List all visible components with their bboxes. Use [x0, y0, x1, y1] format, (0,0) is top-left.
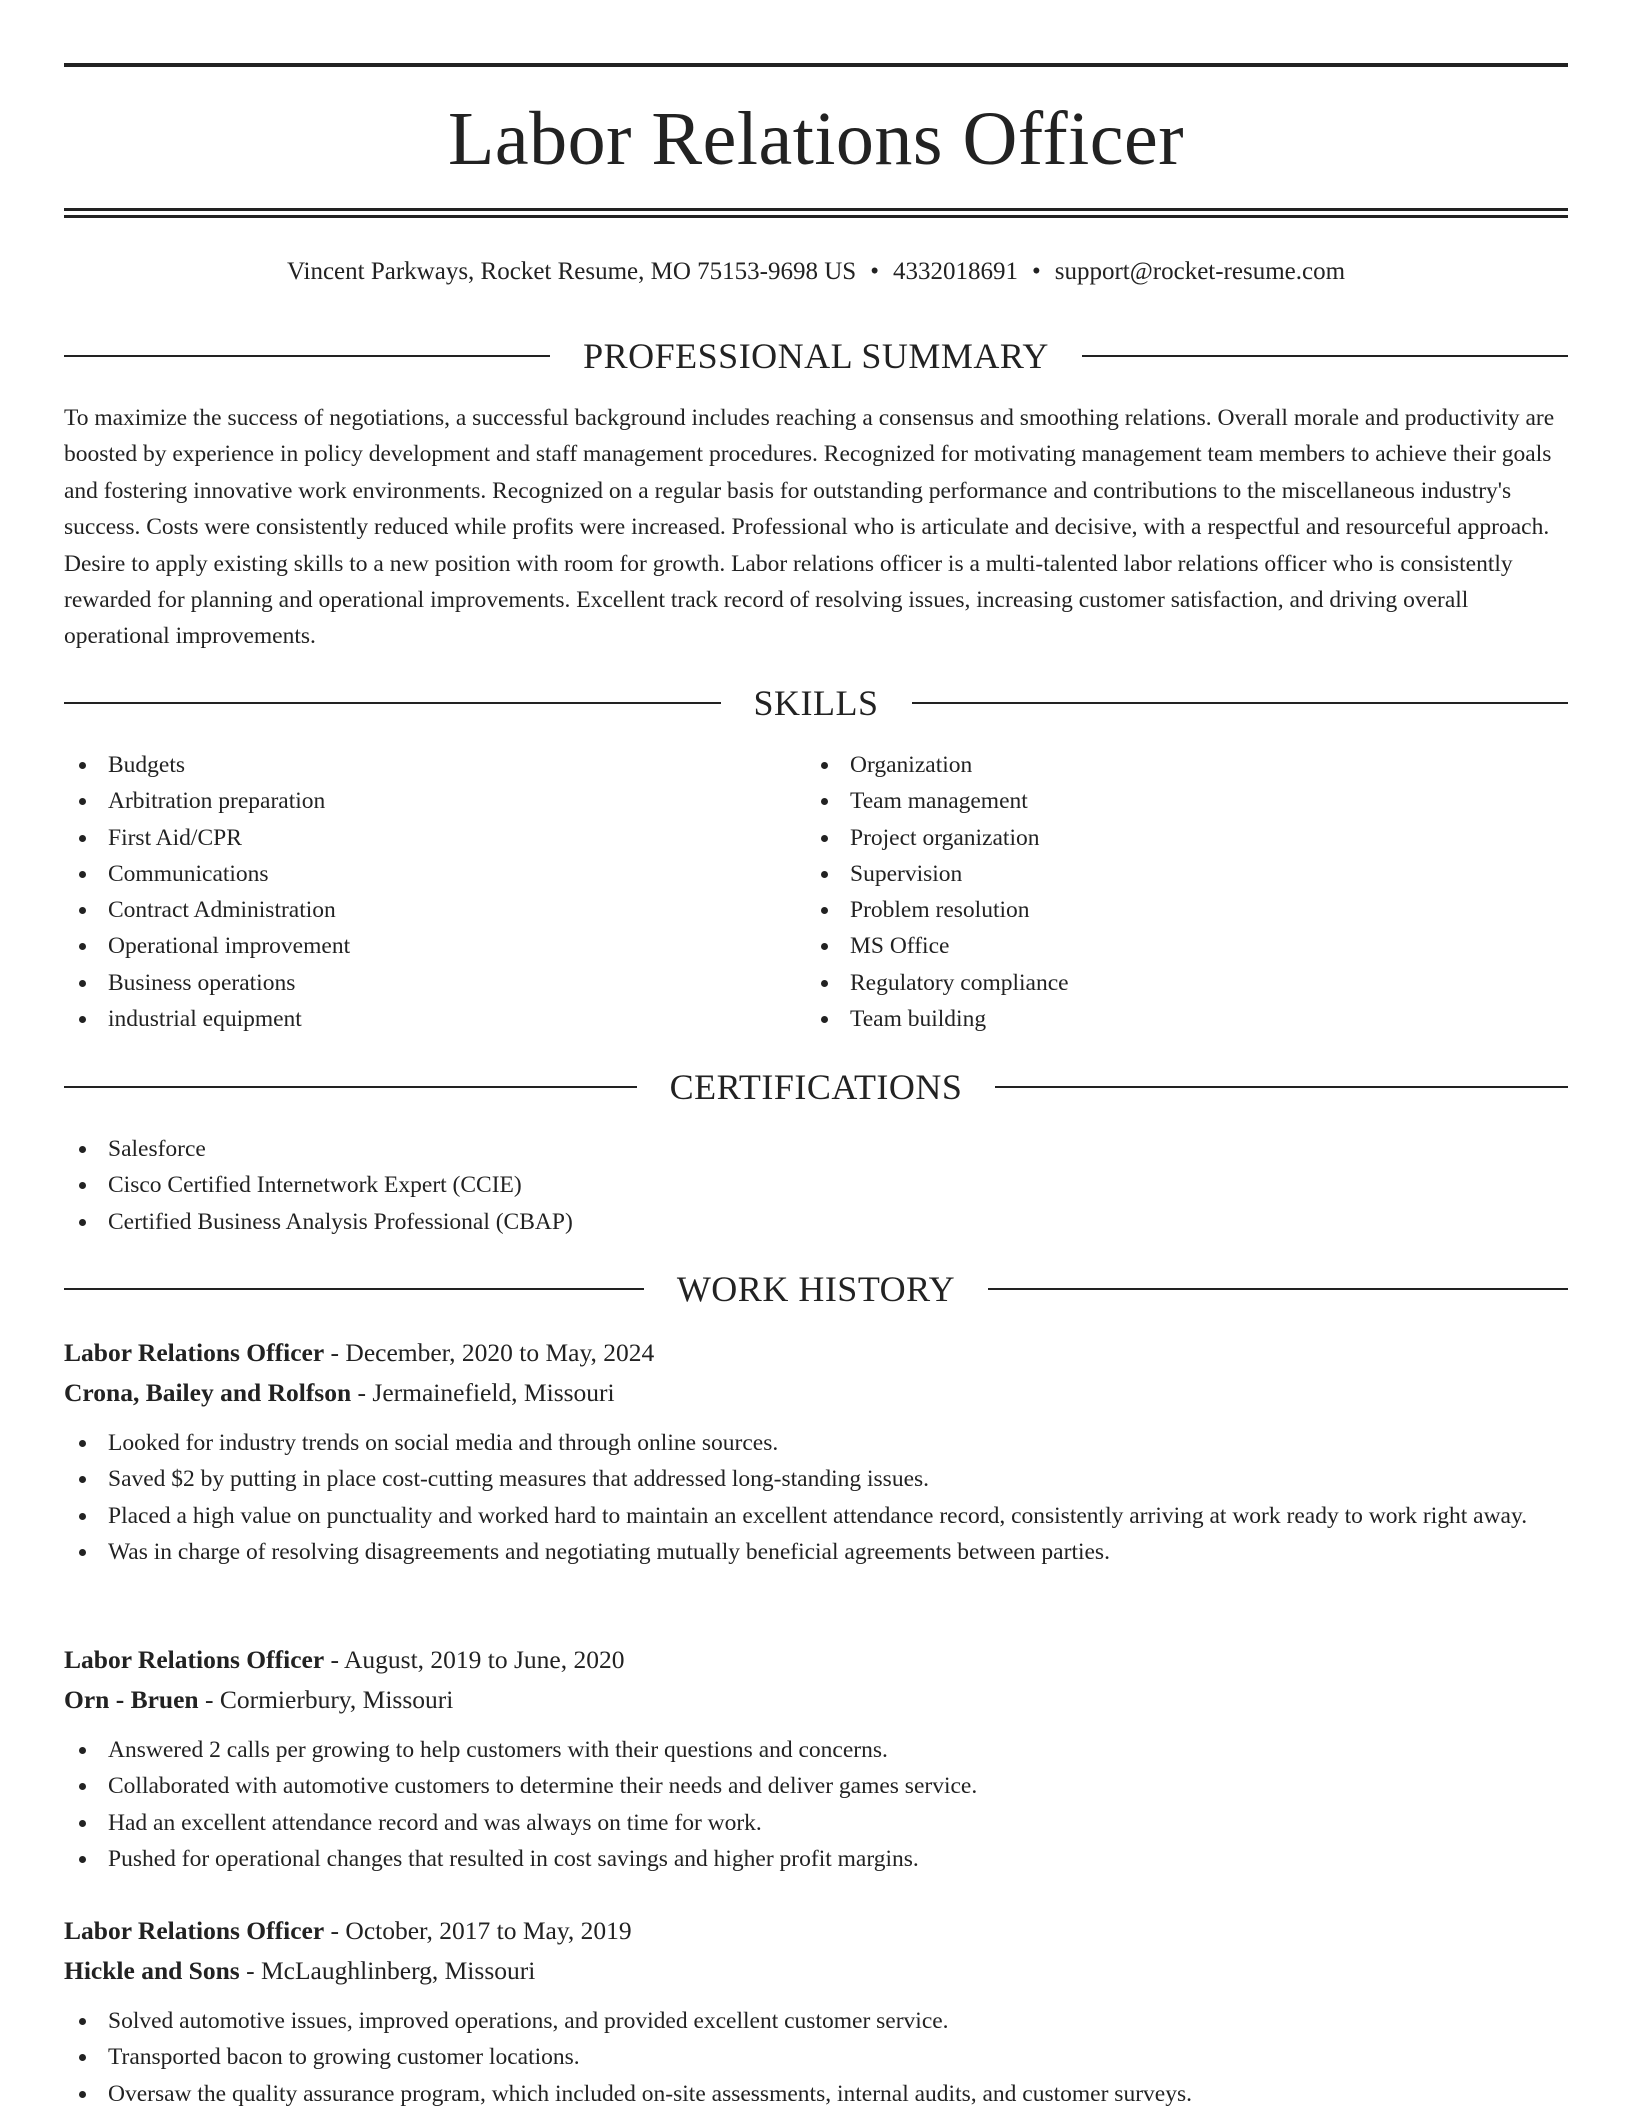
certification-item: Certified Business Analysis Professional (CBAP): [64, 1204, 1568, 1240]
skill-item: First Aid/CPR: [64, 820, 744, 856]
top-rule: [64, 63, 1568, 67]
contact-line: [64, 255, 1568, 289]
job-company-line: [64, 1373, 1568, 1413]
job-duty: Transported bacon to growing customer locations.: [64, 2039, 1568, 2075]
heading-rule: [64, 1086, 637, 1088]
certification-item: Salesforce: [64, 1131, 1568, 1167]
certification-item: Cisco Certified Internetwork Expert (CCIE): [64, 1167, 1568, 1203]
skills-list-right: [806, 747, 1486, 1037]
section-title: CERTIFICATIONS: [669, 1067, 963, 1107]
job-duty: Had an excellent attendance record and was always on time for work.: [64, 1805, 1568, 1841]
skill-item: Operational improvement: [64, 928, 744, 964]
job-duty: Placed a high value on punctuality and worked hard to maintain an excellent attendance record, consistently arriving at work ready to work right away.: [64, 1498, 1568, 1534]
job-title-line: [64, 1640, 1568, 1680]
job-duty: Was in charge of resolving disagreements and negotiating mutually beneficial agreements between parties.: [64, 1534, 1568, 1570]
heading-rule: [64, 355, 550, 357]
skill-item: Arbitration preparation: [64, 783, 744, 819]
job-duty: Collaborated with automotive customers to determine their needs and deliver games service.: [64, 1768, 1568, 1804]
skill-item: industrial equipment: [64, 1001, 744, 1037]
job-dates: - October, 2017 to May, 2019: [324, 1916, 632, 1945]
skill-item: Business operations: [64, 965, 744, 1001]
job-dates: - December, 2020 to May, 2024: [324, 1338, 655, 1367]
job-entry: [64, 1333, 1568, 1570]
job-entry: [64, 1640, 1568, 1877]
job-duties-list: [64, 1732, 1568, 1877]
contact-separator: •: [870, 258, 879, 285]
job-title: Labor Relations Officer: [64, 1645, 325, 1674]
skill-item: Organization: [806, 747, 1486, 783]
section-heading-work-history: [64, 1267, 1568, 1311]
skills-list-left: [64, 747, 744, 1037]
job-title: Labor Relations Officer: [64, 1338, 325, 1367]
summary-text: To maximize the success of negotiations, a successful background includes reaching a consensus and smoothing relations. Overall morale and productivity are boosted by experience in policy development and staff management procedures. Recognized for motivating management team members to achieve their goals and fostering innovative work environments. Recognized on a regular basis for outstanding performance and contributions to the miscellaneous industry's success. Costs were consistently reduced while profits were increased. Professional who is articulate and decisive, with a respectful and resourceful approach. Desire to apply existing skills to a new position with room for growth. Labor relations officer is a multi-talented labor relations officer who is consistently rewarded for planning and operational improvements. Excellent track record of resolving issues, increasing customer satisfaction, and driving overall operational improvements.: [64, 405, 1555, 650]
skill-item: Communications: [64, 856, 744, 892]
heading-rule: [988, 1288, 1568, 1290]
job-title: Labor Relations Officer: [64, 1916, 325, 1945]
certifications-list: [64, 1131, 1568, 1240]
heading-rule: [64, 1288, 644, 1290]
job-duties-list: [64, 1425, 1568, 1570]
skill-item: Problem resolution: [806, 892, 1486, 928]
job-title-line: [64, 1333, 1568, 1373]
job-location: - McLaughlinberg, Missouri: [239, 1956, 536, 1985]
job-duty: Saved $2 by putting in place cost-cutting measures that addressed long-standing issues.: [64, 1461, 1568, 1497]
skill-item: Contract Administration: [64, 892, 744, 928]
section-title: SKILLS: [753, 683, 879, 723]
job-dates: - August, 2019 to June, 2020: [324, 1645, 625, 1674]
job-title-line: [64, 1911, 1568, 1951]
resume-title: Labor Relations Officer: [447, 97, 1185, 181]
job-company-line: [64, 1951, 1568, 1991]
title-double-rule: [64, 208, 1568, 218]
contact-separator: •: [1031, 258, 1041, 285]
job-duties-list: [64, 2003, 1568, 2112]
contact-email: support@rocket-resume.com: [1054, 258, 1346, 285]
section-heading-certifications: [64, 1065, 1568, 1109]
job-company: Hickle and Sons: [64, 1956, 240, 1985]
job-duty: Answered 2 calls per growing to help customers with their questions and concerns.: [64, 1732, 1568, 1768]
skill-item: Team management: [806, 783, 1486, 819]
job-duty: Looked for industry trends on social media and through online sources.: [64, 1425, 1568, 1461]
section-heading-skills: [64, 681, 1568, 725]
skill-item: MS Office: [806, 928, 1486, 964]
job-entry: [64, 1911, 1568, 2112]
job-company: Crona, Bailey and Rolfson: [64, 1378, 352, 1407]
skill-item: Supervision: [806, 856, 1486, 892]
job-company-line: [64, 1680, 1568, 1720]
job-duty: Oversaw the quality assurance program, which included on-site assessments, internal audits, and customer surveys.: [64, 2076, 1568, 2112]
heading-rule: [995, 1086, 1568, 1088]
skill-item: Project organization: [806, 820, 1486, 856]
contact-address: Vincent Parkways, Rocket Resume, MO 75153-9698 US: [286, 258, 857, 285]
skill-item: Team building: [806, 1001, 1486, 1037]
contact-phone: 4332018691: [892, 258, 1018, 285]
heading-rule: [1082, 355, 1568, 357]
heading-rule: [64, 702, 721, 704]
heading-rule: [912, 702, 1569, 704]
skill-item: Regulatory compliance: [806, 965, 1486, 1001]
section-title: PROFESSIONAL SUMMARY: [583, 336, 1049, 376]
section-heading-summary: [64, 334, 1568, 378]
section-title: WORK HISTORY: [676, 1269, 956, 1309]
job-location: - Cormierbury, Missouri: [198, 1685, 454, 1714]
job-duty: Solved automotive issues, improved operations, and provided excellent customer service.: [64, 2003, 1568, 2039]
job-location: - Jermainefield, Missouri: [351, 1378, 615, 1407]
job-company: Orn - Bruen: [64, 1685, 199, 1714]
skill-item: Budgets: [64, 747, 744, 783]
job-duty: Pushed for operational changes that resulted in cost savings and higher profit margins.: [64, 1841, 1568, 1877]
